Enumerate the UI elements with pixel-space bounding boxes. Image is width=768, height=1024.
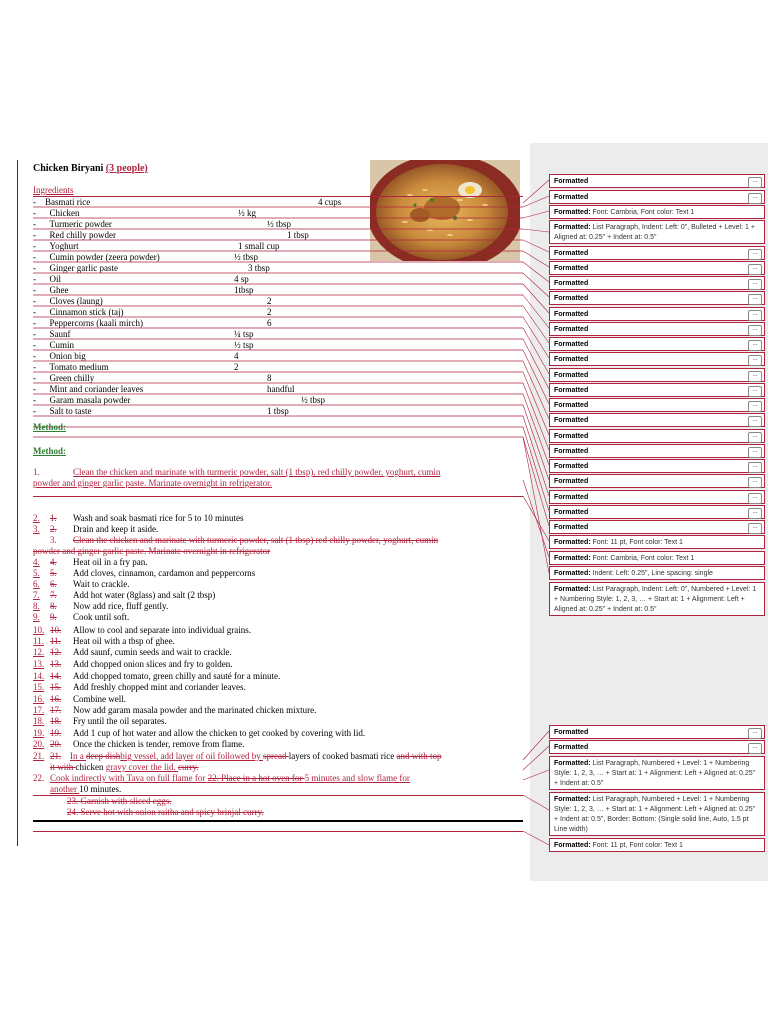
method-step: 4. 4. Heat oil in a fry pan.: [33, 557, 148, 567]
page-title: [33, 163, 148, 174]
method-step: 20. 20. Once the chicken is tender, remove from flame.: [33, 739, 245, 749]
formatting-balloon[interactable]: Formatted ...: [549, 322, 765, 336]
more-options-button[interactable]: ...: [748, 523, 762, 534]
revision-rule: [33, 196, 523, 197]
more-options-button[interactable]: ...: [748, 310, 762, 321]
formatting-balloon[interactable]: Formatted: List Paragraph, Numbered + Level: 1 + Numbering Style: 1, 2, 3, … + Start at: 1 + Alignment: Left + Aligned at: 0.25" + Indent at: 0.5", Border: Bottom: (Single solid line, Auto, 1.5 pt Line width): [549, 792, 765, 836]
formatting-balloon[interactable]: Formatted ...: [549, 291, 765, 305]
ingredient-amount: handful: [267, 384, 295, 394]
method-struck: [33, 422, 66, 433]
more-options-button[interactable]: ...: [748, 432, 762, 443]
ingredient-name: Yoghurt: [49, 241, 79, 251]
title-text: Chicken Biryani: [33, 163, 104, 174]
formatting-balloon[interactable]: Formatted ...: [549, 383, 765, 397]
method-step: 17. 17. Now add garam masala powder and the marinated chicken mixture.: [33, 705, 317, 715]
formatting-balloon[interactable]: Formatted ...: [549, 276, 765, 290]
ingredient-name: Ghee: [49, 285, 69, 295]
more-options-button[interactable]: ...: [748, 462, 762, 473]
ingredient-name: Chicken: [49, 208, 80, 218]
formatting-balloon[interactable]: Formatted ...: [549, 307, 765, 321]
document-page: Chicken Biryani (3 people) Ingredients - Basmati rice 4 cups - Chicken ½ kg - Turmeric powder ½ tbsp - Red chilly powder 1 tbsp - Yoghurt 1 small cup - Cumin powder (zeera powder) ½ tbsp - Ginger garlic paste 3 tbsp - Oil 4 sp - Ghee 1tbsp - Cloves (laung) 2 - Cinnamon stick (taj) 2 - Peppercorns (kaali mirch) 6 - Saunf ¼ tsp - Cumin ½ tsp - Onion big 4 - Tomato medium 2 - Green chilly 8 - Mint and coriander leaves handful - Garam masala powder ½ tbsp - Salt to taste 1 tbsp Method: Method: 1. Clean the chicken and marinate with turmeric powder, salt (1 tbsp), red chilly powder, yoghurt, cumin powder and ginger garlic paste. Marinate overnight in refrigerator. 2. 1. Wash and soak basmati rice for 5 to 10 minutes 3. 2. Drain and keep it aside. 3. Clean the chicken and marinate with turmeric powder, salt (1 tbsp) red chilly powder, yoghurt, cumin powder and ginger garlic paste. Marinate overnight in refrigerator 4. 4. Heat oil in a fry pan. 5. 5. Add cloves, cinnamon, cardamon and peppercorns 6. 6. Wait to crackle. 7. 7. Add hot water (8glass) and salt (2 tbsp) 8. 8. Now add rice, fluff gently. 9. 9. Cook until soft. 10. 10. Allow to cool and separate into individual grains. 11. 11. Heat oil with a tbsp of ghee. 12. 12. Add saunf, cumin seeds and wait to crackle. 13. 13. Add chopped onion slices and fry to golden. 14. 14. Add chopped tomato, green chilly and sauté for a minute. 15. 15. Add freshly chopped mint and coriander leaves. 16. 16. Combine well. 17. 17. Now add garam masala powder and the marinated chicken mixture. 18. 18. Fry until the oil separates. 19. 19. Add 1 cup of hot water and allow the chicken to get cooked by covering with lid. 20. 20. Once the chicken is tender, remove from flame. 21. 21. In a deep dishbig vessel, add layer of oil followed by spread layers of cooked basmati rice and with top it with chicken gravy cover the lid. curry. 22. Cook indirectly with Tava on full flame for 22. Place in a hot oven for 5 minutes and slow flame for another 10 minutes. 23. Garnish with sliced eggs. 24. Serve hot with onion raitha and spicy brinjal curry.: [0, 0, 530, 1024]
formatting-balloon[interactable]: Formatted: Font: Cambria, Font color: Text 1: [549, 551, 765, 565]
ingredient-amount: ½ tbsp: [234, 252, 259, 262]
ingredient-amount: ¼ tsp: [234, 329, 254, 339]
method-step-22: 22. Cook indirectly with Tava on full flame for 22. Place in a hot oven for 5 minutes and slow flame for: [33, 773, 410, 783]
revision-rule: [33, 831, 523, 832]
method-step-24-deleted: 24. Serve hot with onion raitha and spicy brinjal curry.: [67, 807, 264, 817]
ingredient-amount: ½ tsp: [234, 340, 254, 350]
method-step: 12. 12. Add saunf, cumin seeds and wait to crackle.: [33, 647, 232, 657]
paragraph-border: [33, 820, 523, 822]
formatting-balloon[interactable]: Formatted ...: [549, 174, 765, 188]
ingredient-name: Saunf: [49, 329, 71, 339]
more-options-button[interactable]: ...: [748, 249, 762, 260]
ingredient-name: Onion big: [49, 351, 86, 361]
formatting-balloon[interactable]: Formatted ...: [549, 474, 765, 488]
formatting-balloon[interactable]: Formatted ...: [549, 368, 765, 382]
ingredient-name: Basmati rice: [45, 197, 91, 207]
formatting-balloon[interactable]: Formatted: List Paragraph, Indent: Left: 0", Bulleted + Level: 1 + Aligned at: 0.25" + Indent at: 0.5": [549, 220, 765, 244]
ingredient-amount: 3 tbsp: [248, 263, 270, 273]
method-heading-text: Method:: [33, 446, 66, 456]
ingredient-name: Turmeric powder: [49, 219, 112, 229]
ingredient-name: Cumin: [49, 340, 75, 350]
ingredient-name: Cumin powder (zeera powder): [49, 252, 160, 262]
formatting-balloon[interactable]: Formatted ...: [549, 520, 765, 534]
ingredient-amount: 4 cups: [318, 197, 342, 207]
revision-rule: [33, 496, 523, 497]
ingredient-amount: 6: [267, 318, 272, 328]
method-step: 18. 18. Fry until the oil separates.: [33, 716, 167, 726]
method-step-deleted: 3. Clean the chicken and marinate with turmeric powder, salt (1 tbsp) red chilly powder, yoghurt, cumin: [50, 535, 439, 545]
method-step: 6. 6. Wait to crackle.: [33, 579, 130, 589]
formatting-balloon[interactable]: Formatted ...: [549, 246, 765, 260]
method-step: 5. 5. Add cloves, cinnamon, cardamon and peppercorns: [33, 568, 256, 578]
formatting-balloon[interactable]: Formatted ...: [549, 398, 765, 412]
formatting-balloon[interactable]: Formatted ...: [549, 352, 765, 366]
ingredient-name: Cinnamon stick (taj): [49, 307, 124, 317]
step-text: powder and ginger garlic paste. Marinate overnight in refrigerator.: [33, 478, 272, 488]
more-options-button[interactable]: ...: [748, 386, 762, 397]
biryani-photo: [370, 160, 520, 261]
ingredient-amount: 2: [234, 362, 239, 372]
formatting-balloon[interactable]: Formatted ...: [549, 740, 765, 754]
ingredient-amount: 4: [234, 351, 239, 361]
method-step: 3. 2. Drain and keep it aside.: [33, 524, 159, 534]
method-step: 15. 15. Add freshly chopped mint and coriander leaves.: [33, 682, 246, 692]
more-options-button[interactable]: ...: [748, 325, 762, 336]
method-step-deleted: powder and ginger garlic paste. Marinate overnight in refrigerator: [33, 546, 271, 556]
more-options-button[interactable]: ...: [748, 416, 762, 427]
formatting-balloon[interactable]: Formatted ...: [549, 725, 765, 739]
ingredient-name: Tomato medium: [49, 362, 109, 372]
formatting-balloon[interactable]: Formatted ...: [549, 505, 765, 519]
more-options-button[interactable]: ...: [748, 493, 762, 504]
ingredient-amount: 1 tbsp: [287, 230, 309, 240]
ingredient-name: Mint and coriander leaves: [49, 384, 144, 394]
formatting-balloon[interactable]: Formatted ...: [549, 429, 765, 443]
ingredient-amount: ½ tbsp: [301, 395, 326, 405]
ingredient-name: Cloves (laung): [49, 296, 103, 306]
method-step: 7. 7. Add hot water (8glass) and salt (2 tbsp): [33, 590, 216, 600]
formatting-balloon[interactable]: Formatted ...: [549, 459, 765, 473]
step-text: Clean the chicken and marinate with turmeric powder, salt (1 tbsp), red chilly powder, yoghurt, cumin: [73, 467, 441, 477]
formatting-balloon[interactable]: Formatted: Indent: Left: 0.25", Line spacing: single: [549, 566, 765, 580]
ingredient-name: Peppercorns (kaali mirch): [49, 318, 143, 328]
ingredient-amount: 1 small cup: [238, 241, 280, 251]
more-options-button[interactable]: ...: [748, 279, 762, 290]
ingredient-amount: ½ tbsp: [267, 219, 292, 229]
method-step: 10. 10. Allow to cool and separate into individual grains.: [33, 625, 251, 635]
method-heading: [33, 446, 66, 457]
ingredient-name: Oil: [49, 274, 62, 284]
formatting-balloon[interactable]: Formatted ...: [549, 190, 765, 204]
ingredient-amount: ½ kg: [238, 208, 256, 218]
formatting-balloon[interactable]: Formatted ...: [549, 261, 765, 275]
ingredient-amount: 2: [267, 296, 272, 306]
ingredient-name: Ginger garlic paste: [49, 263, 118, 273]
ingredient-name: Garam masala powder: [49, 395, 131, 405]
more-options-button[interactable]: ...: [748, 371, 762, 382]
more-options-button[interactable]: ...: [748, 294, 762, 305]
method-step: 11. 11. Heat oil with a tbsp of ghee.: [33, 636, 175, 646]
ingredient-name: Salt to taste: [49, 406, 92, 416]
method-step: 16. 16. Combine well.: [33, 694, 126, 704]
title-serves: (3 people): [105, 163, 148, 174]
ingredient-amount: 1 tbsp: [267, 406, 289, 416]
more-options-button[interactable]: ...: [748, 193, 762, 204]
formatting-balloon[interactable]: Formatted: List Paragraph, Indent: Left: 0", Numbered + Level: 1 + Numbering Style: 1, 2, 3, … + Start at: 1 + Alignment: Left + Aligned at: 0.25" + Indent at: 0.5": [549, 582, 765, 616]
formatting-balloon[interactable]: Formatted: Font: 11 pt, Font color: Text 1: [549, 838, 765, 852]
method-step-23-deleted: 23. Garnish with sliced eggs.: [67, 796, 172, 806]
method-step-21: 21. 21. In a deep dishbig vessel, add layer of oil followed by spread layers of cooked basmati rice and with top: [33, 751, 442, 761]
ingredient-amount: 8: [267, 373, 272, 383]
method-step-1-cont: [33, 478, 272, 489]
method-step: 8. 8. Now add rice, fluff gently.: [33, 601, 169, 611]
more-options-button[interactable]: ...: [748, 264, 762, 275]
formatting-balloon[interactable]: Formatted ...: [549, 444, 765, 458]
more-options-button[interactable]: ...: [748, 477, 762, 488]
step-number: 1.: [33, 467, 40, 477]
formatting-balloon[interactable]: Formatted ...: [549, 337, 765, 351]
more-options-button[interactable]: ...: [748, 728, 762, 739]
ingredients-heading-text: Ingredients: [33, 185, 74, 195]
method-step: 9. 9. Cook until soft.: [33, 612, 130, 622]
ingredients-heading: [33, 185, 74, 196]
method-step: 19. 19. Add 1 cup of hot water and allow the chicken to get cooked by covering with lid.: [33, 728, 366, 738]
formatting-balloon[interactable]: Formatted: List Paragraph, Numbered + Level: 1 + Numbering Style: 1, 2, 3, … + Start at: 1 + Alignment: Left + Aligned at: 0.25" + Indent at: 0.5": [549, 756, 765, 790]
ingredient-name: Green chilly: [49, 373, 95, 383]
more-options-button[interactable]: ...: [748, 447, 762, 458]
ingredient-amount: 1tbsp: [234, 285, 254, 295]
ingredient-amount: 2: [267, 307, 272, 317]
method-step-21-cont: it with chicken gravy cover the lid. curry.: [50, 762, 199, 772]
ingredient-amount: 4 sp: [234, 274, 249, 284]
ingredient-name: Red chilly powder: [49, 230, 116, 240]
formatting-balloon[interactable]: Formatted ...: [549, 413, 765, 427]
more-options-button[interactable]: ...: [748, 743, 762, 754]
method-step: 14. 14. Add chopped tomato, green chilly and sauté for a minute.: [33, 671, 281, 681]
more-options-button[interactable]: ...: [748, 401, 762, 412]
formatting-balloon[interactable]: Formatted: Font: Cambria, Font color: Text 1: [549, 205, 765, 219]
method-step-1: [33, 467, 440, 478]
method-step-22-cont: another 10 minutes.: [50, 784, 122, 794]
formatting-balloon[interactable]: Formatted ...: [549, 490, 765, 504]
more-options-button[interactable]: ...: [748, 355, 762, 366]
change-bar: [17, 160, 18, 846]
formatting-balloon[interactable]: Formatted: Font: 11 pt, Font color: Text 1: [549, 535, 765, 549]
more-options-button[interactable]: ...: [748, 340, 762, 351]
more-options-button[interactable]: ...: [748, 177, 762, 188]
method-step: 2. 1. Wash and soak basmati rice for 5 to 10 minutes: [33, 513, 244, 523]
more-options-button[interactable]: ...: [748, 508, 762, 519]
method-step: 13. 13. Add chopped onion slices and fry to golden.: [33, 659, 233, 669]
method-struck-text: Method:: [33, 422, 66, 432]
